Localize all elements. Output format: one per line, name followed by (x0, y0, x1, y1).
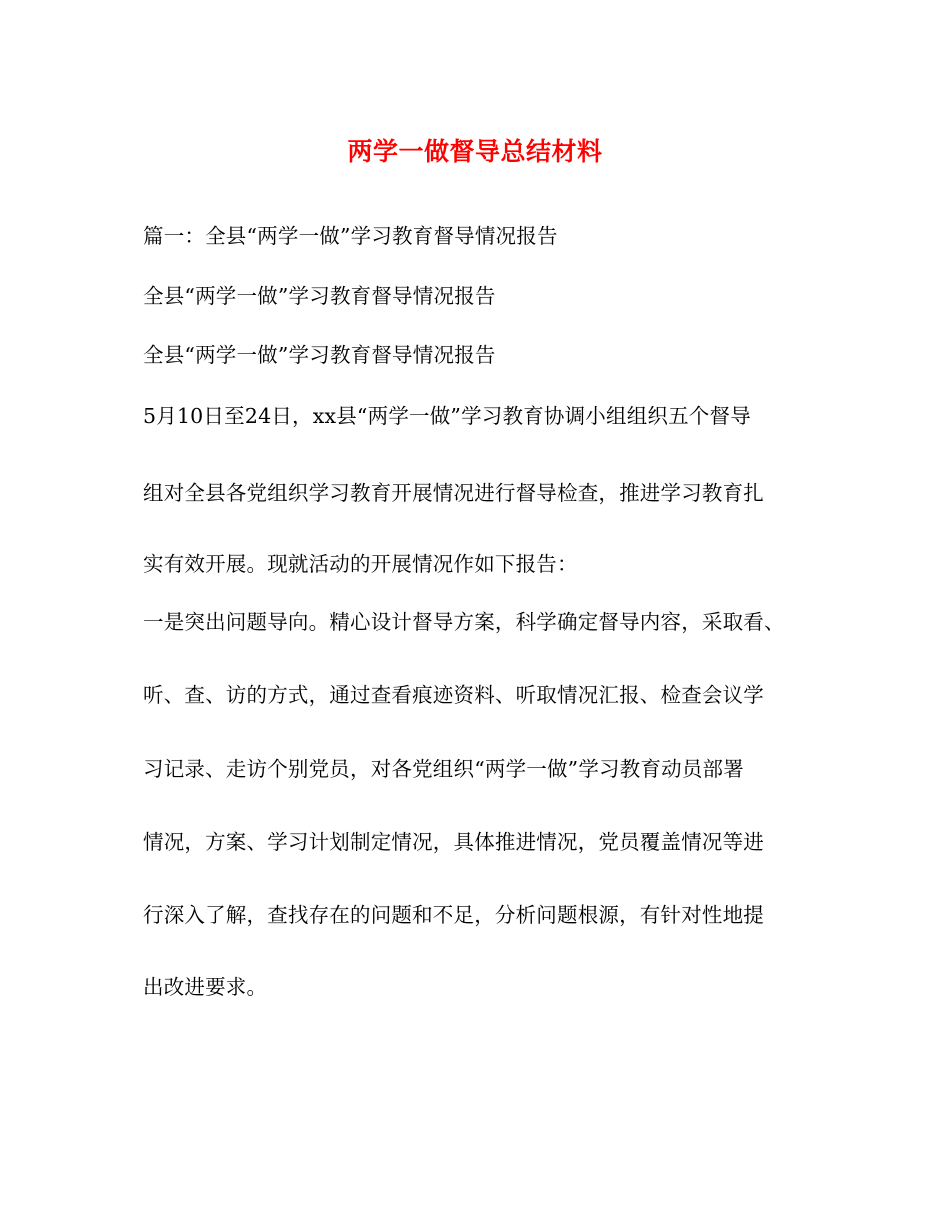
paragraph-line: 情况，方案、学习计划制定情况，具体推进情况，党员覆盖情况等进 (143, 830, 764, 854)
paragraph-line: 听、查、访的方式，通过查看痕迹资料、听取情况汇报、检查会议学 (143, 683, 764, 707)
document-title: 两学一做督导总结材料 (347, 137, 603, 166)
paragraph-line: 出改进要求。 (143, 975, 268, 999)
report-heading: 全县“两学一做”学习教育督导情况报告 (143, 284, 496, 308)
report-heading-repeat: 全县“两学一做”学习教育督导情况报告 (143, 343, 496, 367)
paragraph-line: 实有效开展。现就活动的开展情况作如下报告： (143, 552, 578, 576)
paragraph-line: 一是突出问题导向。精心设计督导方案，科学确定督导内容，采取看、 (143, 610, 785, 634)
paragraph-line: 行深入了解，查找存在的问题和不足，分析问题根源，有针对性地提 (143, 903, 764, 927)
paragraph-line: 习记录、走访个别党员，对各党组织“两学一做”学习教育动员部署 (143, 757, 744, 781)
section-heading: 篇一：全县“两学一做”学习教育督导情况报告 (143, 224, 558, 248)
paragraph-line: 组对全县各党组织学习教育开展情况进行督导检查，推进学习教育扎 (143, 481, 764, 505)
paragraph-line: 5月10日至24日，xx县“两学一做”学习教育协调小组组织五个督导 (143, 404, 751, 428)
